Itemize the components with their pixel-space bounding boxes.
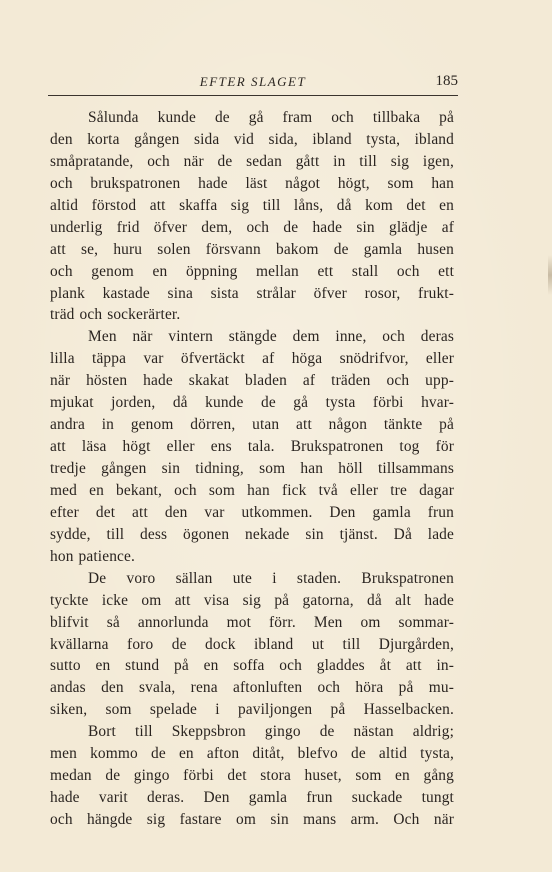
body-text [50,107,454,831]
page-number: 185 [435,73,458,89]
text-line: sydde, till dess ögonen nekade sin tjänst. Då lade [50,525,454,543]
header-rule [48,95,458,96]
text-line: småpratande, och när de sedan gått in till sig igen, [50,152,454,170]
text-line: altid förstod att skaffa sig till låns, då kom det en [50,196,454,214]
text-line: Sålunda kunde de gå fram och tillbaka på [88,109,454,126]
text-line: andas den svala, rena aftonluften och höra på mu- [50,679,454,697]
text-line: att läsa högt eller ens tala. Brukspatronen tog för [50,438,454,456]
text-line: plank kastade sina sista strålar öfver rosor, frukt- [50,284,454,302]
text-line: tyckte icke om att visa sig på gatorna, då alt hade [50,591,454,609]
text-line: med en bekant, och som han fick två eller tre dagar [50,481,454,499]
text-line: siken, som spelade i paviljongen på Hasselbacken. [50,701,454,719]
text-line: blifvit så annorlunda mot förr. Men om sommar- [50,613,454,631]
text-line: och hängde sig fastare om sin mans arm. Och när [50,811,454,828]
text-line: medan de gingo förbi det stora huset, som en gång [50,767,454,785]
running-title: EFTER SLAGET [199,74,307,89]
text-line: hon patience. [50,547,135,565]
text-line: den korta gången sida vid sida, ibland tysta, ibland [50,130,454,148]
text-line: Men när vintern stängde dem inne, och deras [88,328,454,346]
text-line: lilla täppa var öfvertäckt af höga snödrifvor, eller [50,350,454,368]
text-line: att se, huru solen försvann bakom de gamla husen [50,240,454,258]
text-line: när hösten hade skakat bladen af träden och upp- [50,372,454,390]
text-line: men kommo de en afton ditåt, blefvo de altid tysta, [50,745,454,763]
text-line: efter det att den var utkommen. Den gamla frun [50,503,454,521]
text-line: tredje gången sin tidning, som han höll tillsammans [50,460,454,477]
page-edge-stain [548,255,552,295]
text-line: andra in genom dörren, utan att någon tänkte på [50,416,454,434]
text-line: De voro sällan ute i staden. Brukspatronen [88,569,454,587]
text-line: sutto en stund på en soffa och gladdes åt att in- [50,657,454,675]
text-line: underlig frid öfver dem, och de hade sin glädje af [50,218,454,236]
text-line: och genom en öppning mellan ett stall och ett [50,262,454,280]
text-line: kvällarna foro de dock ibland ut till Djurgården, [50,635,454,653]
page-header [48,72,458,94]
text-line: träd och sockerärter. [50,306,181,324]
text-line: hade varit deras. Den gamla frun suckade tungt [50,789,454,807]
text-line: Bort till Skeppsbron gingo de nästan aldrig; [88,723,454,741]
text-line: och brukspatronen hade läst något högt, som han [50,174,454,192]
text-line: mjukat jorden, då kunde de gå tysta förbi hvar- [50,394,454,412]
